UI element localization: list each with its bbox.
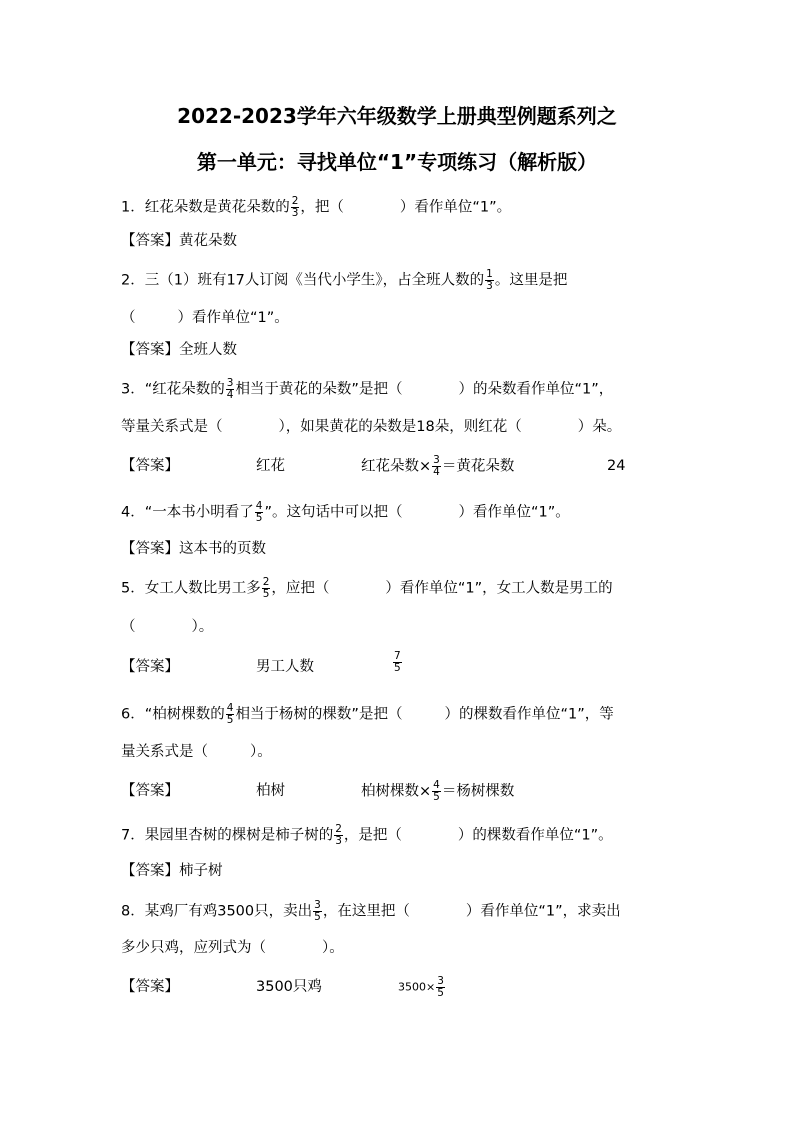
answer-6-part-2 <box>361 780 514 803</box>
question-7 <box>121 824 613 847</box>
fraction-numerator: 3 <box>437 975 444 987</box>
answer-8-label <box>121 976 179 998</box>
fraction-denominator: 3 <box>486 280 493 292</box>
question-text: 相当于杨树的棵数”是把（ <box>235 706 403 723</box>
fraction-numerator: 2 <box>291 195 299 207</box>
fraction-denominator: 5 <box>314 911 321 923</box>
question-8 <box>121 900 621 923</box>
answer-8-part-2 <box>398 976 446 999</box>
question-number: 1． <box>121 199 145 216</box>
question-text: ，把（ <box>300 199 344 216</box>
question-text: 某鸡厂有鸡3500只，卖出 <box>144 903 313 920</box>
fraction <box>432 780 441 803</box>
question-text: “柏树棵数的 <box>144 706 225 723</box>
question-text: ）看作单位“1”，女工人数是男工的 <box>385 580 613 597</box>
question-text: 。这里是把 <box>494 272 568 289</box>
question-number: 3． <box>121 381 145 398</box>
answer-6-label <box>121 780 179 802</box>
question-text: ）看作单位“1”，求卖出 <box>465 903 621 920</box>
question-text: 量关系式是（ <box>121 744 208 760</box>
answer-3-part-1: 红花 <box>256 458 285 474</box>
fraction-denominator: 5 <box>262 588 270 600</box>
answer-label: 【答案】 <box>121 979 179 995</box>
fraction-denominator: 4 <box>433 466 440 478</box>
question-text: 等量关系式是（ <box>121 419 223 435</box>
question-text: （ <box>121 310 136 326</box>
question-text: ）朵。 <box>577 419 622 435</box>
answer-text: ＝杨树棵数 <box>441 783 515 800</box>
answer-5-label <box>121 656 179 678</box>
question-number: 2． <box>121 272 145 289</box>
question-number: 7． <box>121 827 145 844</box>
question-text: ）的朵数看作单位“1”， <box>458 381 614 398</box>
question-text: 相当于黄花的朵数”是把（ <box>235 381 403 398</box>
fraction-denominator: 4 <box>226 389 234 401</box>
question-text: ”。这句话中可以把（ <box>264 504 403 521</box>
answer-8-part-1: 3500只鸡 <box>256 979 322 995</box>
fraction-numerator: 2 <box>335 823 342 835</box>
fraction-denominator: 5 <box>255 512 263 524</box>
question-text: “红花朵数的 <box>144 381 225 398</box>
question-5-line-2 <box>121 616 213 638</box>
fraction-numerator: 4 <box>226 702 234 714</box>
answer-label: 【答案】 <box>121 342 179 358</box>
question-5 <box>121 577 613 600</box>
fraction-numerator: 2 <box>262 576 270 588</box>
question-2-line-2 <box>121 307 289 329</box>
question-text: ）看作单位“1”。 <box>177 310 289 326</box>
title-line-2: 第一单元：寻找单位“1”专项练习（解析版） <box>196 150 598 174</box>
answer-3-part-3: 24 <box>607 458 626 474</box>
title-line-1: 2022-2023学年六年级数学上册典型例题系列之 <box>177 104 617 128</box>
question-3-line-2 <box>121 416 621 438</box>
fraction-numerator: 1 <box>486 268 493 280</box>
question-text: ）看作单位“1”。 <box>399 199 512 216</box>
answer-text: 黄花朵数 <box>179 233 237 249</box>
fraction-denominator: 3 <box>291 207 299 219</box>
question-6-line-2 <box>121 741 272 763</box>
answer-5-part-2 <box>392 651 403 674</box>
fraction-numerator: 4 <box>433 779 440 791</box>
question-text: ）的棵数看作单位“1”，等 <box>444 706 614 723</box>
answer-text: 3500× <box>398 980 436 994</box>
fraction-denominator: 5 <box>394 662 401 674</box>
question-text: ）。 <box>191 619 214 635</box>
question-3 <box>121 378 613 401</box>
fraction <box>226 378 235 401</box>
fraction-denominator: 3 <box>335 835 342 847</box>
question-text: ）的棵数看作单位“1”。 <box>457 827 613 844</box>
question-text: （ <box>121 619 136 635</box>
fraction-numerator: 3 <box>433 454 440 466</box>
answer-label: 【答案】 <box>121 783 179 799</box>
question-text: ）看作单位“1”。 <box>458 504 570 521</box>
question-text: 三（1）班有17人订阅《当代小学生》，占全班人数的 <box>144 272 485 289</box>
answer-1 <box>121 230 237 252</box>
question-2 <box>121 269 567 292</box>
question-text: 多少只鸡，应列式为（ <box>121 940 266 956</box>
answer-3-part-2 <box>361 455 514 478</box>
fraction-denominator: 5 <box>437 987 444 999</box>
answer-2 <box>121 339 237 361</box>
answer-text: ＝黄花朵数 <box>441 458 515 475</box>
answer-6-part-1: 柏树 <box>256 783 285 799</box>
answer-label: 【答案】 <box>121 863 179 879</box>
question-text: 女工人数比男工多 <box>144 580 261 597</box>
answer-text: 红花朵数× <box>361 458 432 475</box>
fraction <box>226 703 235 726</box>
fraction <box>485 269 494 292</box>
answer-7 <box>121 860 223 882</box>
fraction-denominator: 5 <box>226 714 234 726</box>
answer-5-part-1: 男工人数 <box>256 659 314 675</box>
answer-label: 【答案】 <box>121 541 179 557</box>
question-text: ）。 <box>322 940 344 956</box>
answer-4 <box>121 538 266 560</box>
answer-text: 柏树棵数× <box>361 783 432 800</box>
answer-label: 【答案】 <box>121 233 179 249</box>
fraction <box>262 577 271 600</box>
question-text: ，是把（ <box>343 827 402 844</box>
fraction <box>255 501 264 524</box>
fraction <box>291 196 300 219</box>
answer-text: 这本书的页数 <box>179 541 266 557</box>
answer-label: 【答案】 <box>121 458 179 474</box>
answer-text: 柿子树 <box>179 863 223 879</box>
question-number: 6． <box>121 706 145 723</box>
question-text: ，在这里把（ <box>322 903 410 920</box>
question-text: ），如果黄花的朵数是18朵，则红花（ <box>278 419 522 435</box>
fraction <box>432 455 441 478</box>
question-1 <box>121 196 511 219</box>
answer-text: 全班人数 <box>179 342 237 358</box>
fraction-numerator: 7 <box>394 650 401 662</box>
fraction-numerator: 3 <box>226 377 234 389</box>
question-text: 红花朵数是黄花朵数的 <box>144 199 290 216</box>
question-4 <box>121 501 570 524</box>
answer-3-label <box>121 455 179 477</box>
fraction-numerator: 3 <box>314 899 321 911</box>
fraction <box>436 976 445 999</box>
answer-label: 【答案】 <box>121 659 179 675</box>
question-text: ，应把（ <box>271 580 330 597</box>
question-number: 5． <box>121 580 145 597</box>
question-number: 8． <box>121 903 145 920</box>
fraction <box>334 824 343 847</box>
question-number: 4． <box>121 504 145 521</box>
fraction-denominator: 5 <box>433 791 440 803</box>
question-text: ）。 <box>250 744 272 760</box>
question-8-line-2 <box>121 937 344 959</box>
question-text: “一本书小明看了 <box>144 504 254 521</box>
fraction-numerator: 4 <box>255 500 263 512</box>
fraction <box>393 651 402 674</box>
question-text: 果园里杏树的棵树是柿子树的 <box>144 827 334 844</box>
fraction <box>313 900 322 923</box>
question-6 <box>121 703 614 726</box>
